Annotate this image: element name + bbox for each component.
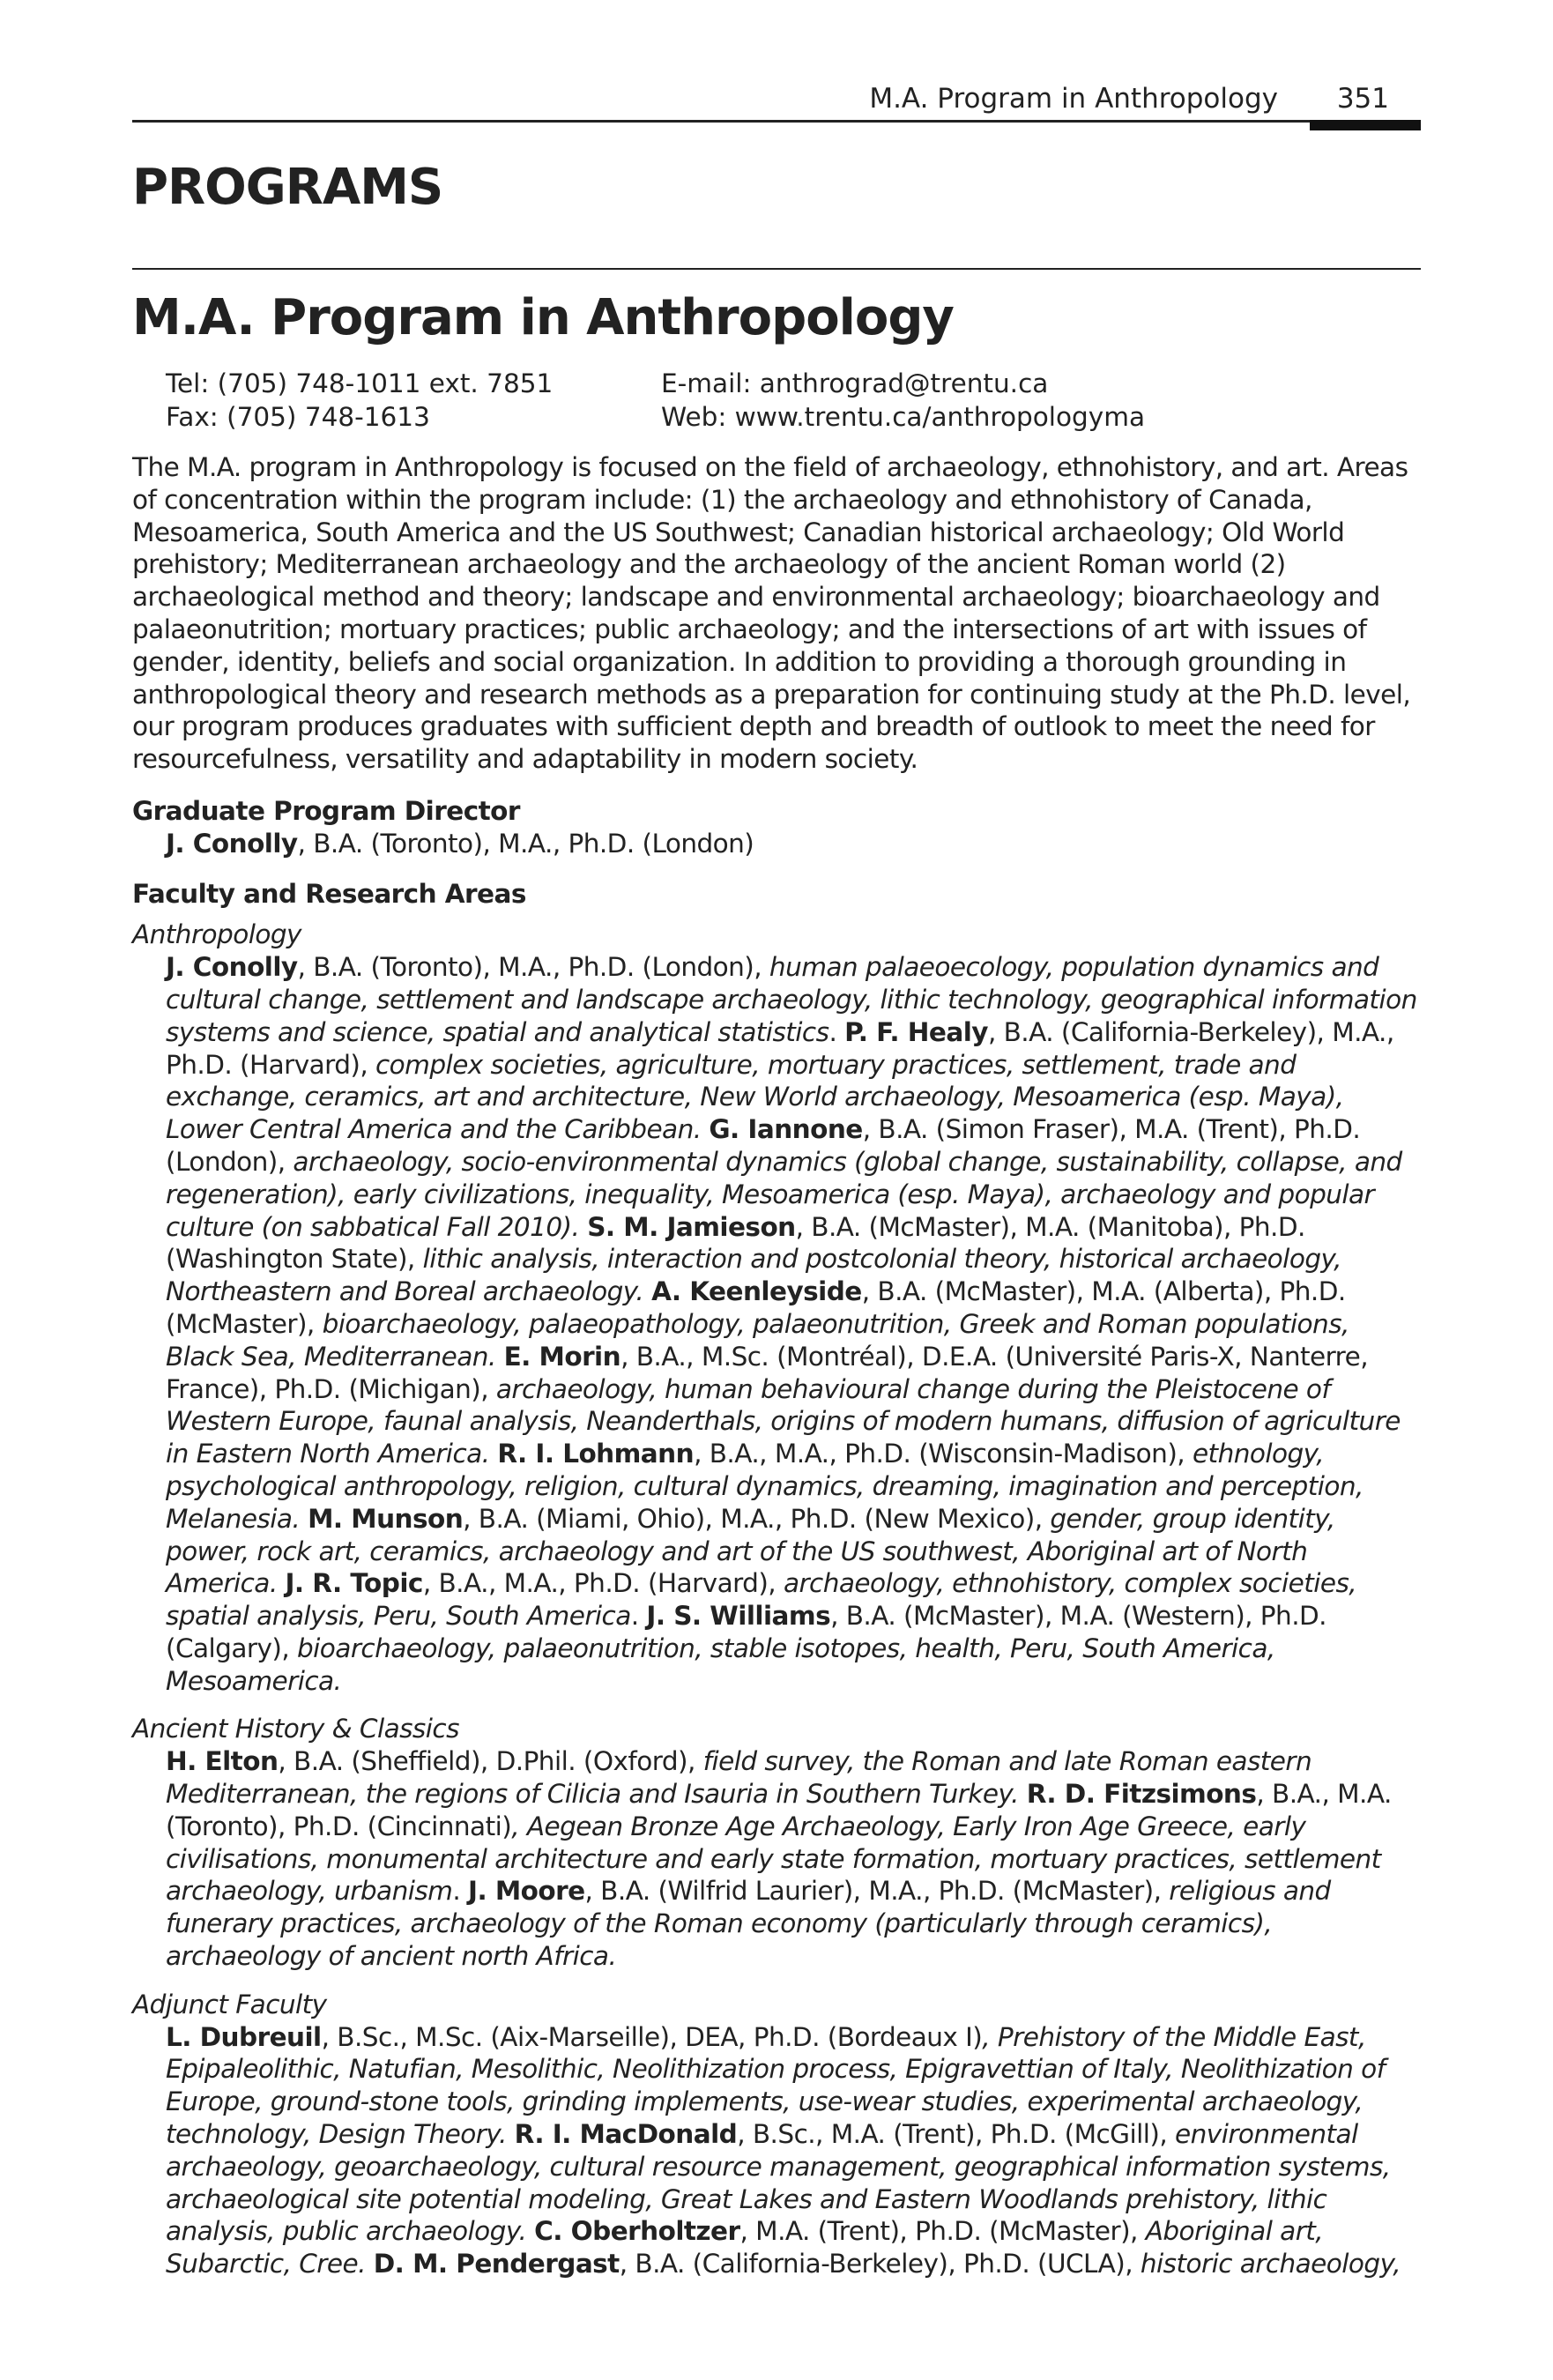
faculty-member-separator bbox=[526, 2216, 534, 2246]
faculty-member-credentials: , B.A. (California-Berkeley), Ph.D. (UCLA), bbox=[619, 2249, 1141, 2280]
faculty-member-separator: . bbox=[829, 1016, 845, 1047]
fax-line: Fax: (705) 748-1613 bbox=[166, 402, 430, 432]
faculty-member-name: J. Moore bbox=[468, 1876, 585, 1907]
faculty-member-name: C. Oberholtzer bbox=[534, 2216, 740, 2247]
faculty-member-credentials: , B.A. (Simon Fraser), M.A. (Trent), Ph.D. (London), bbox=[166, 1114, 1361, 1177]
faculty-member-credentials: , B.Sc., M.A. (Trent), Ph.D. (McGill), bbox=[737, 2119, 1176, 2150]
faculty-member-name: E. Morin bbox=[503, 1341, 621, 1372]
faculty-member-separator bbox=[489, 1439, 497, 1469]
faculty-member-research: , Prehistory of the Middle East, Epipaleolithic, Natufian, Mesolithic, Neolithization process, Epigravettian of Italy, Neolithization of Europe, ground-stone tools, grinding implements, use-wear studies, experimental archaeology, technology, Design Theory. bbox=[166, 2021, 1386, 2150]
faculty-member-research: , Aegean Bronze Age Archaeology, Early Iron Age Greece, early civilisations, monumental architecture and early state formation, mortuary practices, settlement archaeology, urbanism bbox=[166, 1811, 1381, 1907]
director-name: J. Conolly bbox=[166, 828, 298, 859]
faculty-member-research: gender, group identity, power, rock art, ceramics, archaeology and art of the US southwest, Aboriginal art of North America. bbox=[166, 1503, 1335, 1599]
faculty-member-credentials: , B.Sc., M.Sc. (Aix-Marseille), DEA, Ph.D. (Bordeaux I) bbox=[321, 2021, 983, 2052]
faculty-member-name: S. M. Jamieson bbox=[587, 1211, 796, 1242]
faculty-member-separator bbox=[366, 2249, 374, 2279]
body-text bbox=[132, 451, 1421, 2296]
faculty-heading: Faculty and Research Areas bbox=[132, 878, 526, 909]
faculty-member-name: G. Iannone bbox=[709, 1114, 863, 1145]
faculty-member-research: Aboriginal art, Subarctic, Cree. bbox=[166, 2216, 1324, 2280]
faculty-member-name: D. M. Pendergast bbox=[373, 2249, 620, 2280]
faculty-member-research: archaeology, socio-environmental dynamics (global change, sustainability, collapse, and regeneration), early civilizations, inequality, Mesoamerica (esp. Maya), archaeology and popular culture (on sabbatical Fall 2010). bbox=[166, 1146, 1402, 1242]
faculty-member-separator: . bbox=[452, 1876, 469, 1907]
faculty-area-heading: Ancient History & Classics bbox=[132, 1714, 459, 1744]
page-number: 351 bbox=[1336, 83, 1389, 115]
faculty-member-credentials: , B.A. (McMaster), M.A. (Manitoba), Ph.D. (Washington State), bbox=[166, 1211, 1305, 1275]
faculty-member-research: ethnology, psychological anthropology, religion, cultural dynamics, dreaming, imagination and perception, Melanesia. bbox=[166, 1439, 1364, 1534]
faculty-member-credentials: , M.A. (Trent), Ph.D. (McMaster), bbox=[739, 2216, 1146, 2247]
running-head-title: M.A. Program in Anthropology bbox=[869, 83, 1278, 115]
faculty-member-research: field survey, the Roman and late Roman eastern Mediterranean, the regions of Cilicia and Isauria in Southern Turkey. bbox=[166, 1746, 1312, 1810]
faculty-member-research: historic archaeology, bbox=[1140, 2249, 1401, 2280]
faculty-member-credentials: , B.A. (Miami, Ohio), M.A., Ph.D. (New Mexico), bbox=[463, 1503, 1051, 1534]
faculty-member-name: R. I. MacDonald bbox=[514, 2119, 738, 2150]
faculty-member-separator bbox=[300, 1504, 308, 1534]
faculty-member-credentials: , B.A. (McMaster), M.A. (Western), Ph.D. (Calgary), bbox=[166, 1601, 1327, 1663]
faculty-member-credentials: , B.A. (McMaster), M.A. (Alberta), Ph.D. (McMaster), bbox=[166, 1276, 1346, 1339]
program-intro: The M.A. program in Anthropology is focused on the field of archaeology, ethnohistory, and art. Areas of concentration within the program include: (1) the archaeology and ethnohistory of Canada, Mesoamerica, South America and the US Southwest; Canadian historical archaeology; Old World prehistory; Mediterranean archaeology and the archaeology of the ancient Roman world (2) archaeological method and theory; landscape and environmental archaeology; bioarchaeology and palaeonutrition; mortuary practices; public archaeology; and the intersections of art with issues of gender, identity, beliefs and social organization. In addition to providing a thorough grounding in anthropological theory and research methods as a preparation for continuing study at the Ph.D. level, our program produces graduates with sufficient depth and breadth of outlook to meet the need for resourcefulness, versatility and adaptability in modern society. bbox=[132, 452, 1411, 775]
faculty-member-research: bioarchaeology, palaeonutrition, stable isotopes, health, Peru, South America, Mesoamerica. bbox=[166, 1633, 1275, 1696]
program-title: M.A. Program in Anthropology bbox=[132, 289, 954, 346]
faculty-member-research: archaeology, human behavioural change during the Pleistocene of Western Europe, faunal analysis, Neanderthals, origins of modern humans, diffusion of agriculture in Eastern North America. bbox=[166, 1373, 1401, 1469]
faculty-member-research: religious and funerary practices, archaeology of the Roman economy (particularly through ceramics), archaeology of ancient north Africa. bbox=[166, 1876, 1331, 1972]
faculty-member-name: J. S. Williams bbox=[646, 1601, 831, 1632]
faculty-member-credentials: , B.A. (Wilfrid Laurier), M.A., Ph.D. (McMaster), bbox=[584, 1876, 1170, 1907]
faculty-member-name: J. Conolly bbox=[166, 952, 298, 983]
faculty-member-credentials: , B.A. (Toronto), M.A., Ph.D. (London), bbox=[297, 952, 769, 983]
faculty-member-research: bioarchaeology, palaeopathology, palaeonutrition, Greek and Roman populations, Black Sea, Mediterranean. bbox=[166, 1308, 1349, 1372]
director-credentials: , B.A. (Toronto), M.A., Ph.D. (London) bbox=[297, 828, 754, 859]
faculty-member-research: environmental archaeology, geoarchaeology, cultural resource management, geographical information systems, archaeological site potential modeling, Great Lakes and Eastern Woodlands prehistory, lithic analysis, public archaeology. bbox=[166, 2119, 1391, 2247]
email-line: E-mail: anthrograd@trentu.ca bbox=[661, 368, 1049, 398]
director-entry bbox=[132, 828, 1421, 860]
page-tab-marker bbox=[1310, 120, 1421, 130]
faculty-member-credentials: , B.A., M.A. (Toronto), Ph.D. (Cincinnati) bbox=[166, 1779, 1392, 1841]
tel-line: Tel: (705) 748-1011 ext. 7851 bbox=[166, 368, 554, 398]
faculty-member-separator bbox=[496, 1342, 504, 1372]
faculty-member-name: P. F. Healy bbox=[844, 1016, 988, 1047]
faculty-member-separator bbox=[278, 1568, 286, 1598]
director-heading: Graduate Program Director bbox=[132, 795, 520, 826]
faculty-member-name: M. Munson bbox=[308, 1503, 464, 1534]
faculty-member-research: lithic analysis, interaction and postcolonial theory, historical archaeology, Northeastern and Boreal archaeology. bbox=[166, 1244, 1341, 1307]
faculty-member-separator bbox=[579, 1212, 587, 1242]
faculty-member-name: A. Keenleyside bbox=[651, 1276, 862, 1307]
faculty-member-name: R. I. Lohmann bbox=[497, 1439, 695, 1469]
faculty-member-separator bbox=[643, 1276, 651, 1306]
faculty-member-name: H. Elton bbox=[166, 1746, 279, 1777]
faculty-member-credentials: , B.A., M.A., Ph.D. (Harvard), bbox=[422, 1568, 784, 1599]
faculty-member-research: archaeology, ethnohistory, complex societies, spatial analysis, Peru, South America bbox=[166, 1568, 1357, 1632]
running-head bbox=[132, 81, 1421, 123]
faculty-member-list bbox=[132, 1745, 1421, 1973]
faculty-member-separator bbox=[507, 2119, 515, 2149]
faculty-member-separator: . bbox=[630, 1601, 647, 1632]
web-line: Web: www.trentu.ca/anthropologyma bbox=[661, 402, 1146, 432]
faculty-member-name: L. Dubreuil bbox=[166, 2021, 322, 2052]
faculty-groups bbox=[132, 919, 1421, 2280]
faculty-member-separator bbox=[1019, 1779, 1027, 1809]
faculty-member-list bbox=[132, 951, 1421, 1697]
faculty-member-name: J. R. Topic bbox=[285, 1568, 423, 1599]
faculty-member-research: complex societies, agriculture, mortuary practices, settlement, trade and exchange, ceramics, art and architecture, New World archaeology, Mesoamerica (esp. Maya), Lower Central America and the Caribbean. bbox=[166, 1049, 1344, 1145]
faculty-member-credentials: , B.A., M.Sc. (Montréal), D.E.A. (Université Paris-X, Nanterre, France), Ph.D. (Michigan), bbox=[166, 1341, 1369, 1404]
contact-online-block bbox=[661, 367, 1145, 434]
faculty-area-heading: Anthropology bbox=[132, 919, 301, 950]
section-title: PROGRAMS bbox=[132, 159, 443, 216]
faculty-area-heading: Adjunct Faculty bbox=[132, 1989, 327, 2019]
faculty-member-list bbox=[132, 2021, 1421, 2280]
faculty-member-credentials: , B.A. (California-Berkeley), M.A., Ph.D. (Harvard), bbox=[166, 1016, 1394, 1080]
contact-phone-block bbox=[166, 367, 553, 434]
faculty-member-credentials: , B.A., M.A., Ph.D. (Wisconsin-Madison), bbox=[694, 1439, 1193, 1469]
faculty-member-name: R. D. Fitzsimons bbox=[1026, 1779, 1257, 1810]
faculty-member-research: human palaeoecology, population dynamics and cultural change, settlement and landscape archaeology, lithic technology, geographical information systems and science, spatial and analytical statistics bbox=[166, 952, 1417, 1047]
section-divider bbox=[132, 268, 1421, 270]
faculty-member-credentials: , B.A. (Sheffield), D.Phil. (Oxford), bbox=[278, 1746, 703, 1777]
